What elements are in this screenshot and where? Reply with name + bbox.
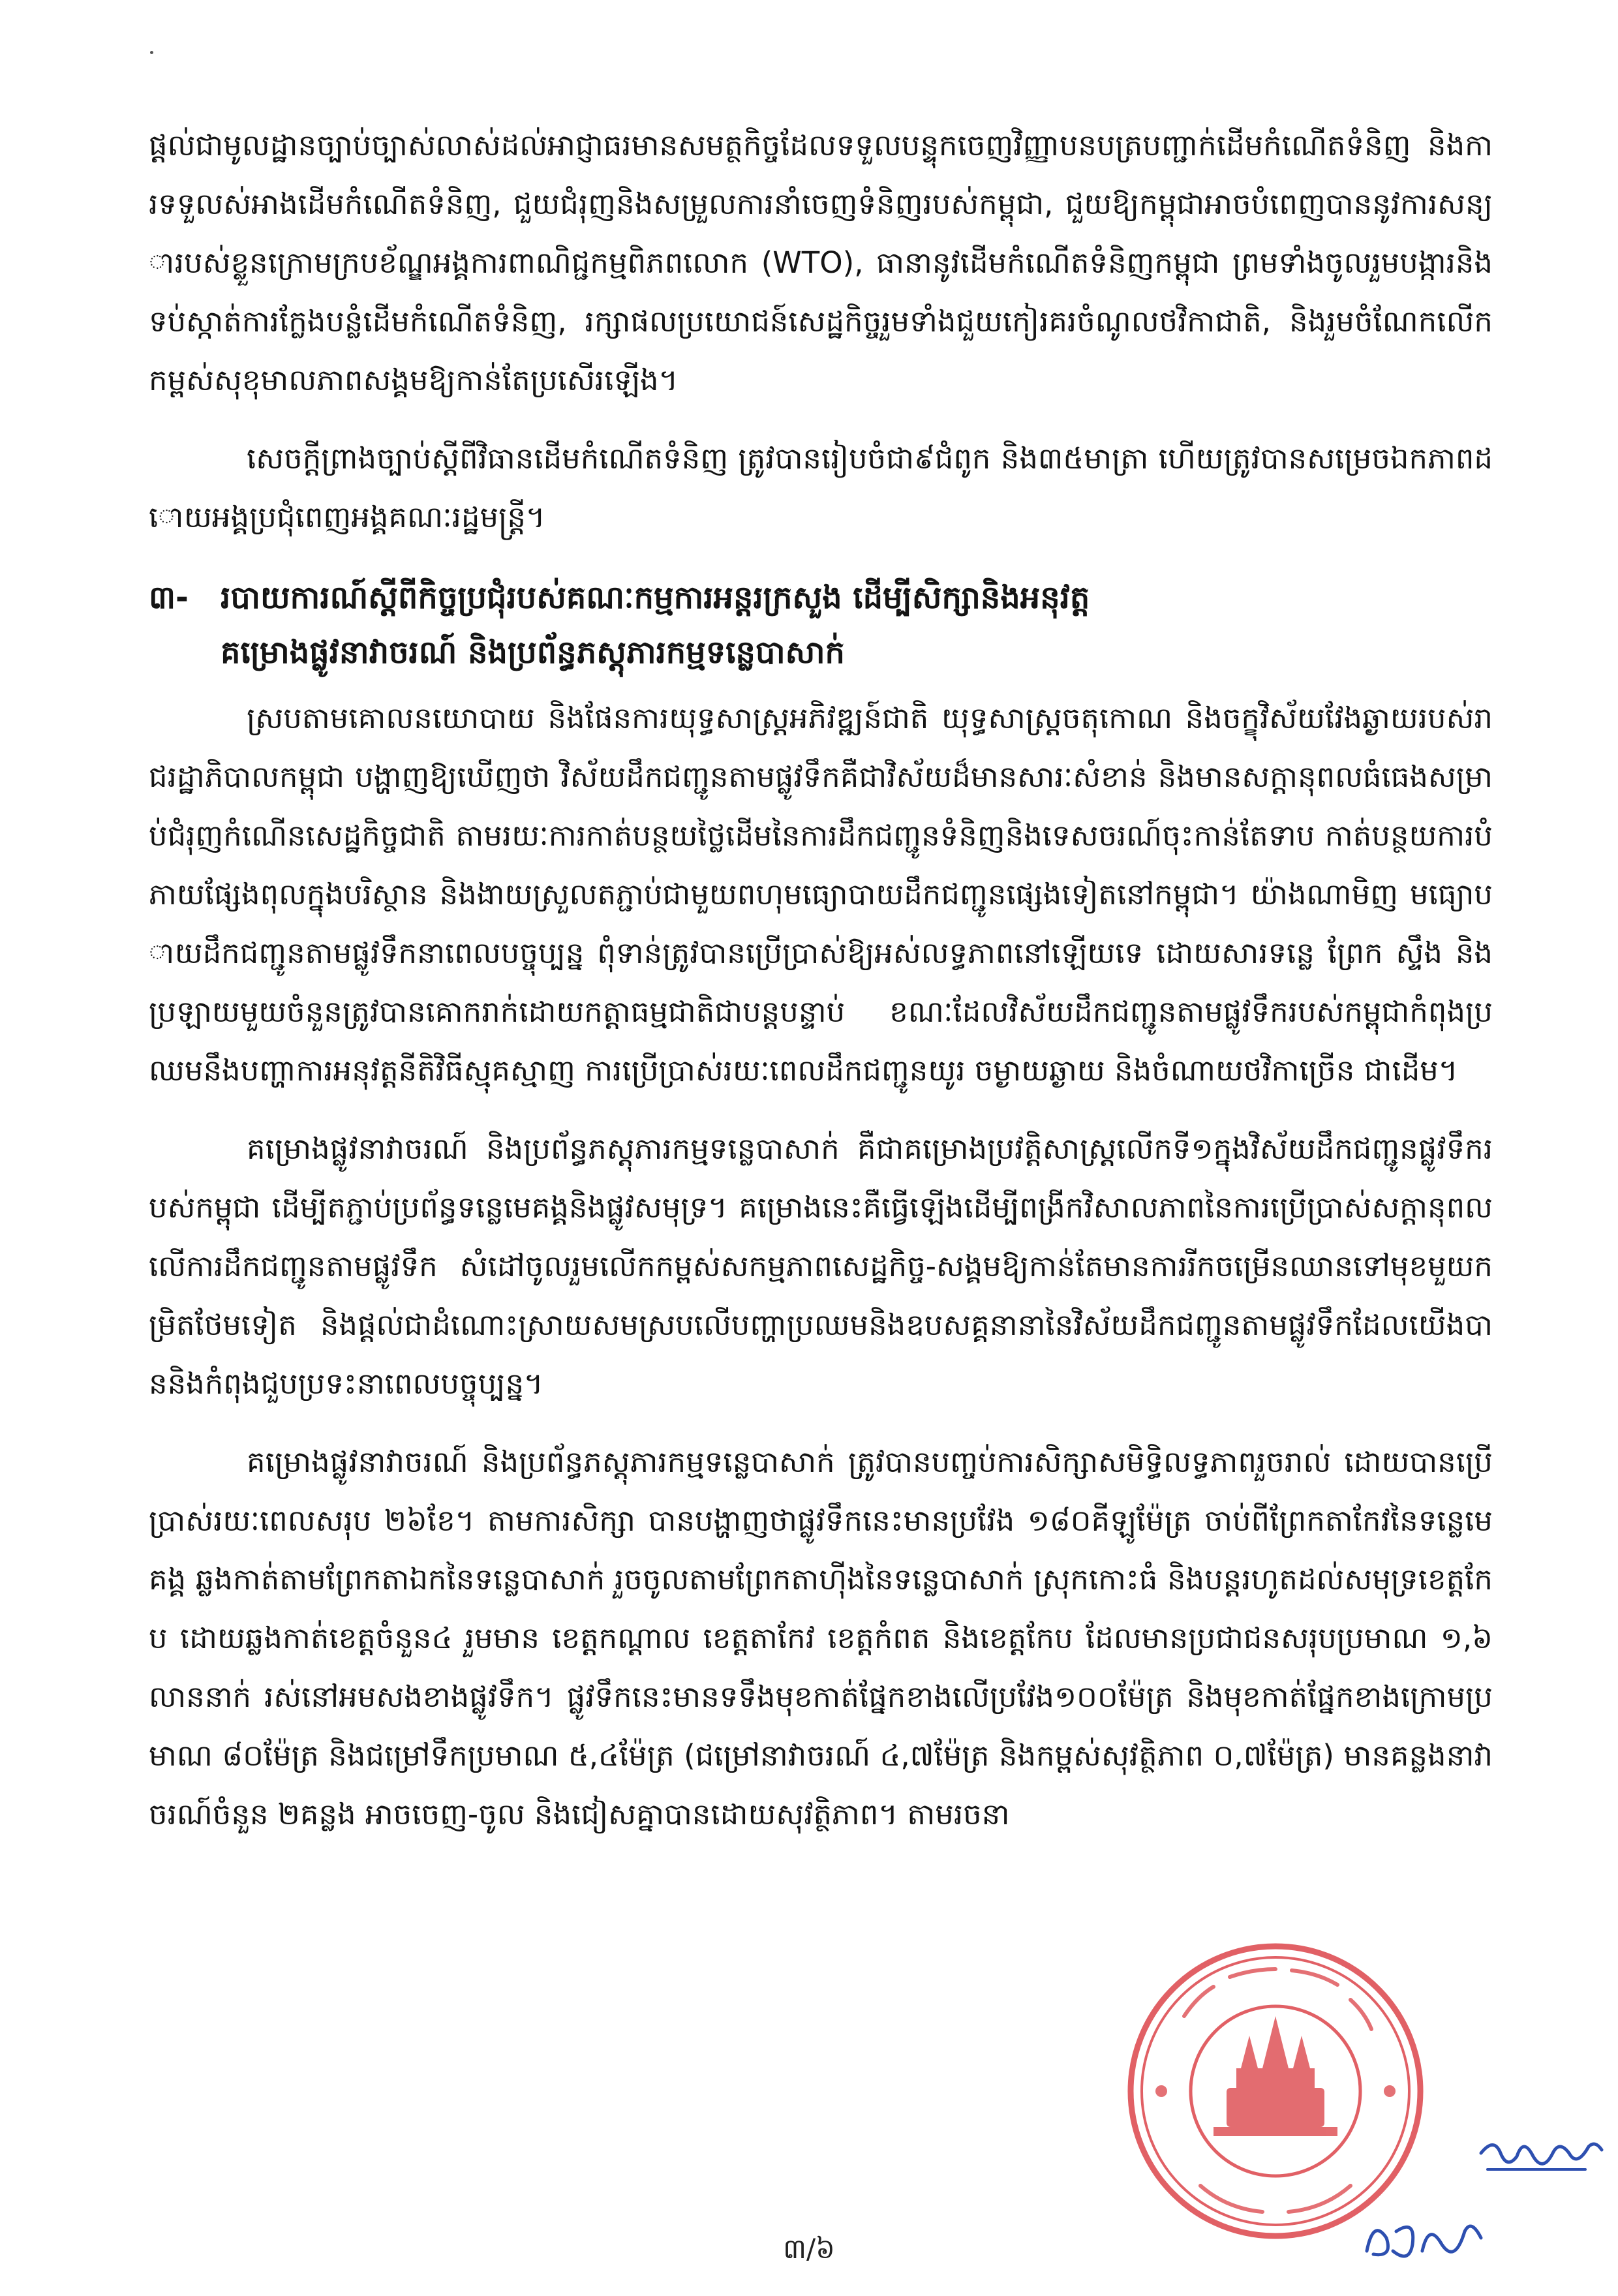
paragraph-project: គម្រោងផ្លូវនាវាចរណ៍ និងប្រព័ន្ធភស្តុភារកម្មទន្លេបាសាក់ គឺជាគម្រោងប្រវត្តិសាស្ត្រលើកទី១ក្នុងវិស័យដឹកជញ្ជូនផ្លូវទឹករបស់កម្ពុជា ដើម្បីតភ្ជាប់ប្រព័ន្ធទន្លេមេគង្គនិងផ្លូវសមុទ្រ។ គម្រោងនេះគឺធ្វើឡើងដើម្បីពង្រីកវិសាលភាពនៃការប្រើប្រាស់សក្តានុពលលើការដឹកជញ្ជូនតាមផ្លូវទឹក សំដៅចូលរួមលើកកម្ពស់សកម្មភាពសេដ្ឋកិច្ច-សង្គមឱ្យកាន់តែមានការរីកចម្រើនឈានទៅមុខមួយកម្រិតថែមទៀត និងផ្តល់ជាដំណោះស្រាយសមស្របលើបញ្ហាប្រឈមនិងឧបសគ្គនានានៃវិស័យដឹកជញ្ជូនតាមផ្លូវទឹកដែលយើងបាននិងកំពុងជួបប្រទះនាពេលបច្ចុប្បន្ន។	[149, 1131, 1493, 1401]
scan-speck	[150, 51, 153, 54]
paragraph-study: គម្រោងផ្លូវនាវាចរណ៍ និងប្រព័ន្ធភស្តុភារកម្មទន្លេបាសាក់ ត្រូវបានបញ្ចប់ការសិក្សាសមិទ្ធិលទ្ធភាពរួចរាល់ ដោយបានប្រើប្រាស់រយៈពេលសរុប ២៦ខែ។ តាមការសិក្សា បានបង្ហាញថាផ្លូវទឹកនេះមានប្រវែង ១៨០គីឡូម៉ែត្រ ចាប់ពីព្រែកតាកែវនៃទន្លេមេគង្គ ឆ្លងកាត់តាមព្រែកតាឯកនៃទន្លេបាសាក់ រួចចូលតាមព្រែកតាហ៊ីងនៃទន្លេបាសាក់ ស្រុកកោះធំ និងបន្តរហូតដល់សមុទ្រខេត្តកែប ដោយឆ្លងកាត់ខេត្តចំនួន៤ រួមមាន ខេត្តកណ្តាល ខេត្តតាកែវ ខេត្តកំពត និងខេត្តកែប ដែលមានប្រជាជនសរុបប្រមាណ ១,៦លាននាក់ រស់នៅអមសងខាងផ្លូវទឹក។ ផ្លូវទឹកនេះមានទទឹងមុខកាត់ផ្នែកខាងលើប្រវែង១០០ម៉ែត្រ និងមុខកាត់ផ្នែកខាងក្រោមប្រមាណ ៨០ម៉ែត្រ និងជម្រៅទឹកប្រមាណ ៥,៤ម៉ែត្រ (ជម្រៅនាវាចរណ៍ ៤,៧ម៉ែត្រ និងកម្ពស់សុវត្ថិភាព ០,៧ម៉ែត្រ) មានគន្លងនាវាចរណ៍ចំនួន ២គន្លង អាចចេញ-ចូល និងជៀសគ្នាបានដោយសុវត្ថិភាព។ តាមរចនា	[149, 1445, 1493, 1831]
signature-initials-top	[1474, 2134, 1605, 2186]
section-heading	[149, 570, 1493, 680]
paragraph-draft-law: សេចក្តីព្រាងច្បាប់ស្តីពីវិធានដើមកំណើតទំនិញ ត្រូវបានរៀបចំជា៩ជំពូក និង៣៥មាត្រា ហើយត្រូវបានសម្រេចឯកភាពដោយអង្គប្រជុំពេញអង្គគណៈរដ្ឋមន្ត្រី។	[149, 441, 1493, 534]
section-heading-line2: គម្រោងផ្លូវនាវាចរណ៍ និងប្រព័ន្ធភស្តុភារកម្មទន្លេបាសាក់	[221, 634, 846, 671]
page-number: ៣/៦	[783, 2233, 835, 2265]
section-heading-line1: របាយការណ៍ស្តីពីកិច្ចប្រជុំរបស់គណៈកម្មការអន្តរក្រសួង ដើម្បីសិក្សានិងអនុវត្ត	[221, 579, 1090, 616]
paragraph-continuation: ផ្តល់ជាមូលដ្ឋានច្បាប់ច្បាស់លាស់ដល់អាជ្ញាធរមានសមត្ថកិច្ចដែលទទួលបន្ទុកចេញវិញ្ញាបនបត្របញ្ជាក់ដើមកំណើតទំនិញ និងការទទួលស់អាងដើមកំណើតទំនិញ, ជួយជំរុញនិងសម្រួលការនាំចេញទំនិញរបស់កម្ពុជា, ជួយឱ្យកម្ពុជាអាចបំពេញបាននូវការសន្យារបស់ខ្លួនក្រោមក្របខ័ណ្ឌអង្គការពាណិជ្ជកម្មពិភពលោក (WTO), ធានានូវដើមកំណើតទំនិញកម្ពុជា ព្រមទាំងចូលរួមបង្ការនិងទប់ស្កាត់ការក្លែងបន្លំដើមកំណើតទំនិញ, រក្សាផលប្រយោជន៍សេដ្ឋកិច្ចរួមទាំងជួយកៀរគរចំណូលថវិកាជាតិ, និងរួមចំណែកលើកកម្ពស់សុខុមាលភាពសង្គមឱ្យកាន់តែប្រសើរឡើង។	[149, 128, 1493, 397]
temple-emblem-icon	[1214, 2016, 1337, 2136]
section-number: ៣-	[149, 579, 189, 616]
paragraph-policy: ស្របតាមគោលនយោបាយ និងផែនការយុទ្ធសាស្ត្រអភិវឌ្ឍន៍ជាតិ យុទ្ធសាស្ត្រចតុកោណ និងចក្ខុវិស័យវែងឆ្ងាយរបស់រាជរដ្ឋាភិបាលកម្ពុជា បង្ហាញឱ្យឃើញថា វិស័យដឹកជញ្ជូនតាមផ្លូវទឹកគឺជាវិស័យដ៏មានសារៈសំខាន់ និងមានសក្តានុពលធំធេងសម្រាប់ជំរុញកំណើនសេដ្ឋកិច្ចជាតិ តាមរយៈការកាត់បន្ថយថ្លៃដើមនៃការដឹកជញ្ជូនទំនិញនិងទេសចរណ៍ចុះកាន់តែទាប កាត់បន្ថយការបំភាយផ្សែងពុលក្នុងបរិស្ថាន និងងាយស្រួលតភ្ជាប់ជាមួយពហុមធ្យោបាយដឹកជញ្ជូនផ្សេងទៀតនៅកម្ពុជា។ យ៉ាងណាមិញ មធ្យោបាយដឹកជញ្ជូនតាមផ្លូវទឹកនាពេលបច្ចុប្បន្ន ពុំទាន់ត្រូវបានប្រើប្រាស់ឱ្យអស់លទ្ធភាពនៅឡើយទេ ដោយសារទន្លេ ព្រែក ស្ទឹង និងប្រឡាយមួយចំនួនត្រូវបានគោករាក់ដោយកត្តាធម្មជាតិជាបន្តបន្ទាប់ ខណៈដែលវិស័យដឹកជញ្ជូនតាមផ្លូវទឹករបស់កម្ពុជាកំពុងប្រឈមនឹងបញ្ហាការអនុវត្តនីតិវិធីស្មុគស្មាញ ការប្រើប្រាស់រយៈពេលដឹកជញ្ជូនយូរ ចម្ងាយឆ្ងាយ និងចំណាយថវិកាច្រើន ជាដើម។	[149, 701, 1493, 1088]
official-seal-stamp	[1122, 1938, 1429, 2244]
document-body	[149, 116, 1493, 1844]
